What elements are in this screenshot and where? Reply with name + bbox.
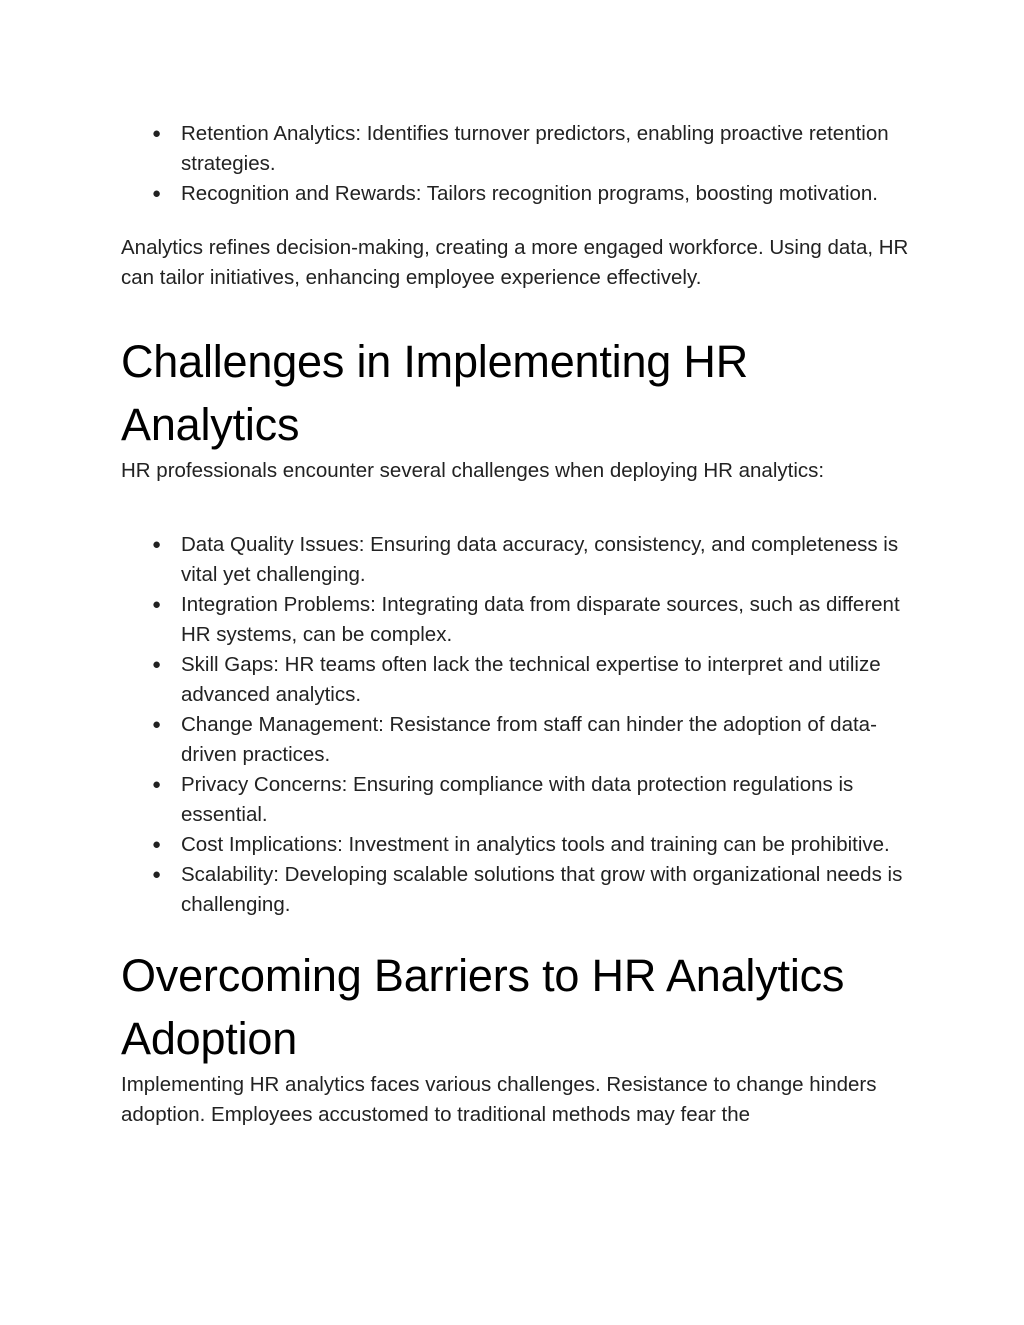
bullet-icon: ●: [152, 185, 162, 202]
barriers-heading: Overcoming Barriers to HR Analytics Adoption: [121, 950, 845, 1064]
list-item: [121, 830, 911, 860]
challenges-lead-paragraph: HR professionals encounter several challenges when deploying HR analytics:: [121, 459, 825, 482]
bullet-icon: ●: [152, 656, 162, 673]
list-item-text: Retention Analytics: Identifies turnover predictors, enabling proactive retention strategies.: [181, 122, 889, 175]
bullet-icon: ●: [152, 836, 162, 853]
document-content: [121, 119, 911, 1130]
list-item-text: Cost Implications: Investment in analytics tools and training can be prohibitive.: [181, 833, 890, 856]
list-item: [121, 860, 911, 920]
spacer: [121, 293, 911, 330]
list-item: [121, 530, 911, 590]
bullet-icon: ●: [152, 536, 162, 553]
bullet-icon: ●: [152, 716, 162, 733]
list-item: [121, 710, 911, 770]
intro-paragraph: Analytics refines decision-making, creating a more engaged workforce. Using data, HR can tailor initiatives, enhancing employee experience effectively.: [121, 236, 909, 289]
list-item: [121, 119, 911, 179]
challenges-heading: Challenges in Implementing HR Analytics: [121, 336, 749, 450]
bullet-icon: ●: [152, 866, 162, 883]
list-item-text: Skill Gaps: HR teams often lack the technical expertise to interpret and utilize advanced analytics.: [181, 653, 881, 706]
list-item-text: Change Management: Resistance from staff can hinder the adoption of data-driven practices.: [181, 713, 877, 766]
list-item-text: Recognition and Rewards: Tailors recognition programs, boosting motivation.: [181, 182, 878, 205]
list-item: [121, 179, 911, 209]
intro-bullet-list: [121, 119, 911, 209]
bullet-icon: ●: [152, 776, 162, 793]
list-item-text: Integration Problems: Integrating data from disparate sources, such as different HR systems, can be complex.: [181, 593, 900, 646]
bullet-icon: ●: [152, 125, 162, 142]
list-item: [121, 650, 911, 710]
list-item-text: Data Quality Issues: Ensuring data accuracy, consistency, and completeness is vital yet challenging.: [181, 533, 899, 586]
challenges-bullet-list: [121, 530, 911, 920]
list-item: [121, 590, 911, 650]
spacer: [121, 209, 911, 233]
barriers-paragraph: Implementing HR analytics faces various challenges. Resistance to change hinders adoption. Employees accustomed to traditional methods may fear the: [121, 1073, 877, 1126]
spacer: [121, 486, 911, 530]
list-item: [121, 770, 911, 830]
bullet-icon: ●: [152, 596, 162, 613]
spacer: [121, 920, 911, 944]
list-item-text: Scalability: Developing scalable solutions that grow with organizational needs is challenging.: [181, 863, 903, 916]
list-item-text: Privacy Concerns: Ensuring compliance with data protection regulations is essential.: [181, 773, 854, 826]
